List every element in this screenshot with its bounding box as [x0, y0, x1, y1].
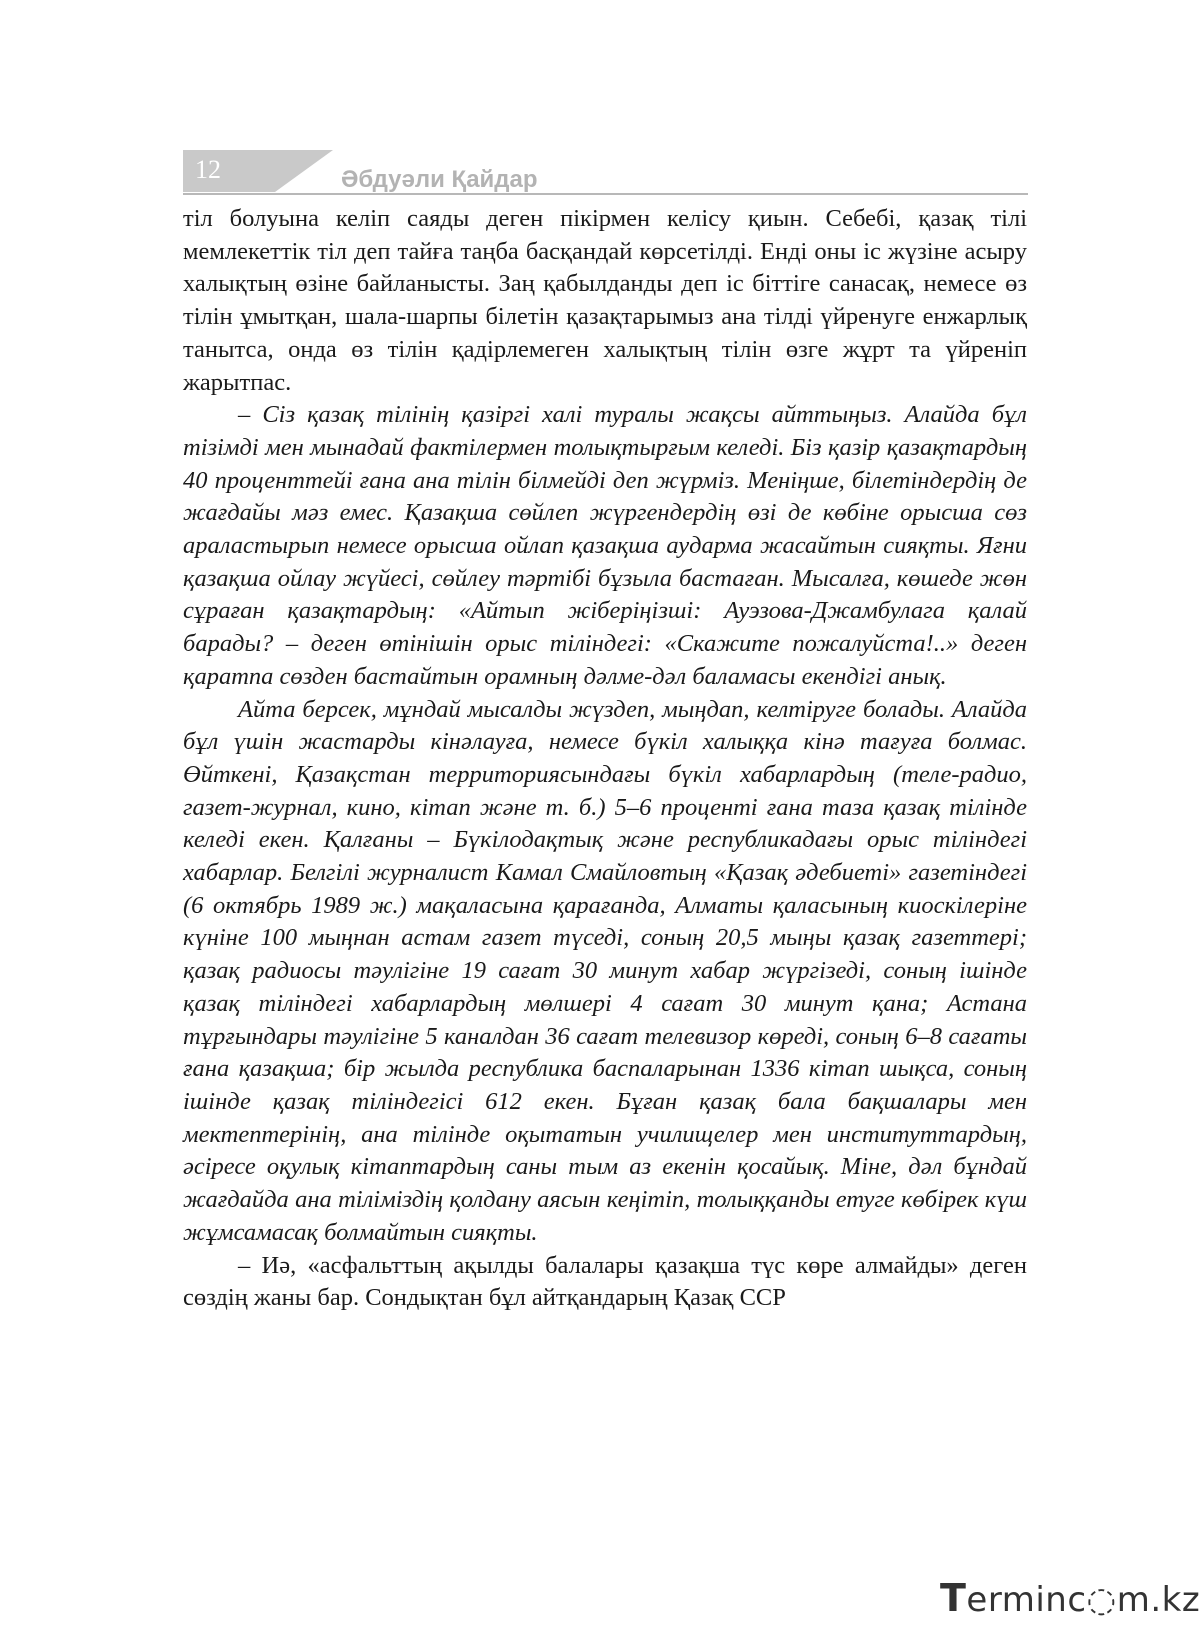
paragraph-4: – Иә, «асфальттың ақылды балалары қазақша түс көре алмайды» деген сөздің жаны бар. Сондықтан бұл айтқандарың Қазақ ССР: [183, 1251, 1027, 1312]
paragraph-1: тіл болуына келіп саяды деген пікірмен келісу қиын. Себебі, қазақ тілі мемлекеттік тіл деп тайға таңба басқандай көрсетілді. Енді оны іс жүзіне асыру халықтың өзіне байланысты. Заң қабылданды деп іс біттіге санасақ, немесе өз тілін ұмытқан, шала-шарпы білетін қазақтарымыз ана тілді үйренуге енжарлық танытса, онда өз тілін қадірлемеген халықтың тілін өзге жұрт та үйреніп жарытпас.: [183, 205, 1027, 396]
page-number-tab-wedge: [275, 150, 333, 192]
header-rule: [183, 193, 1028, 195]
running-header-author: Әбдуәли Қайдар: [341, 166, 538, 193]
paragraph-2: – Сіз қазақ тілінің қазіргі халі туралы жақсы айттыңыз. Алайда бұл тізімді мен мынадай фактілермен толықтырғым келеді. Біз қазір қазақтардың 40 проценттейі ғана ана тілін білмейді деп жүрміз. Меніңше, білетіндердің де жағдайы мәз емес. Қазақша сөйлеп жүргендердің өзі де көбіне орысша сөз араластырып немесе орысша ойлап қазақша аударма жасайтын сияқты. Яғни қазақша ойлау жүйесі, сөйлеу тәртібі бұзыла бастаған. Мысалға, көшеде жөн сұраған қазақтардың: «Айтып жіберіңізші: Ауэзова-Джамбулага қалай барады? – деген өтінішін орыс тіліндегі: «Скажите пожалуйста!..» деген қаратпа сөзден бастайтын орамның дәлме-дәл баламасы екендігі анық.: [183, 401, 1027, 690]
watermark: [940, 1578, 1200, 1620]
running-header: [183, 150, 1028, 194]
watermark-logo-letter: T: [940, 1576, 967, 1620]
paragraph-3: Айта берсек, мұндай мысалды жүздеп, мыңдап, келтіруге болады. Алайда бұл үшін жастарды кінәлауға, немесе бүкіл халыққа кінә тағуға болмас. Өйткені, Қазақстан территориясындағы бүкіл хабарлардың (теле-радио, газет-журнал, кино, кітап және т. б.) 5–6 проценті ғана таза қазақ тілінде келеді екен. Қалғаны – Бүкілодақтық және республикадағы орыс тіліндегі хабарлар. Белгілі журналист Камал Смайловтың «Қазақ әдебиеті» газетіндегі (6 октябрь 1989 ж.) мақаласына қарағанда, Алматы қаласының киоскілеріне күніне 100 мыңнан астам газет түседі, соның 20,5 мыңы қазақ газеттері; қазақ радиосы тәулігіне 19 сағат 30 минут хабар жүргізеді, соның ішінде қазақ тіліндегі хабарлардың мөлшері 4 сағат 30 минут қана; Астана тұрғындары тәулігіне 5 каналдан 36 сағат телевизор көреді, соның 6–8 сағаты ғана қазақша; бір жылда республика баспаларынан 1336 кітап шықса, соның ішінде қазақ тіліндегісі 612 екен. Бұған қазақ бала бақшалары мен мектептерінің, ана тілінде оқытатын училищелер мен институттардың, әсіресе оқулық кітаптардың саны тым аз екенін қосайық. Міне, дәл бұндай жағдайда ана тіліміздің қолдану аясын кеңітіп, толыққанды етуге көбірек күш жұмсамасақ болмайтын сияқты.: [183, 695, 1027, 1246]
page-number: 12: [195, 155, 221, 184]
watermark-text: erminc◌m.kz: [966, 1580, 1200, 1620]
body-text: [183, 203, 1027, 1315]
